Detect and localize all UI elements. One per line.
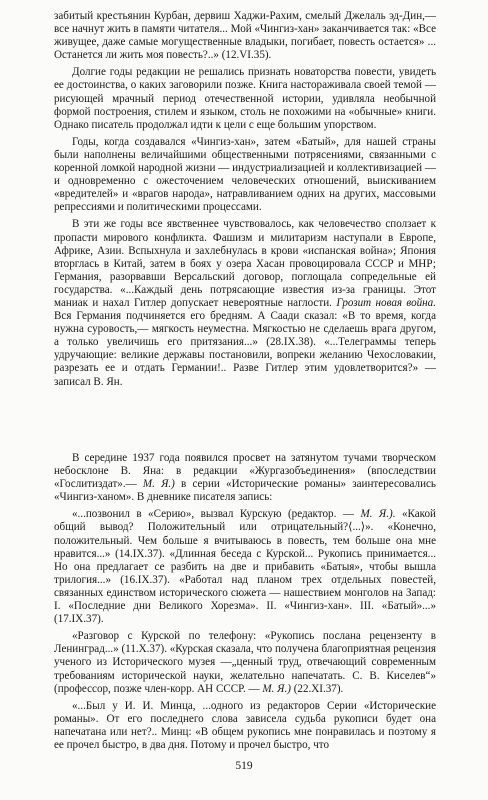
emphasis-text: Грозит новая война. [336,296,436,309]
paragraph-text: Вся Германия подчиняется его бредням. А Саади сказал: «В то время, когда нужна суровость,— мягкость неуместна. Мягкостью не сделаешь врага другом, а только увеличишь его притязания...» (28.IX.38). «...Телеграммы теперь удручающие: великие державы постановили, вопреки желанию Чехословакии, разрезать ее и отдать Германии!.. Разве Гитлер этим удовлетворится?» — записал В. Ян. [54,310,436,388]
paragraph-text: «Какой общий вывод? Положительный или отрицательный?⟨...⟩». «Конечно, положительный. Чем больше я вчитываюсь в повесть, тем больше она мне нравится...» (14.IX.37). «Длинная беседа с Курской... Рукопись принимается... Но она предлагает се разбить на две и прибавить «Батыя», чтобы вышла трилогия...» (16.IX.37). «Работал над планом трех отдельных повестей, связанных единством исторического сюжета — нашествием монголов на Запад: I. «Последние дни Великого Хорезма». II. «Чингиз-хан». III. «Батый»...» (17.IX.37). [54,508,436,626]
paragraph [54,630,436,695]
emphasis-text: М. Я.) [262,682,291,695]
paragraph-text: (22.XI.37). [290,682,344,695]
paragraph: «...Был у И. И. Минца, ...одного из редакторов Серии «Исторические романы». От его последнего слова зависела судьба рукописи будет она напечатана или нет?.. Минц: «В общем рукопись мне понравилась и поэтому я ее прочел быстро, в два дня. Потому и прочел быстро, что [54,699,436,751]
page-number: 519 [235,760,253,772]
text-section-upper [54,10,436,393]
paragraph: Долгие годы редакции не решались признать новаторства повести, увидеть ее достоинства, о каких заговорили позже. Книга настораживала своей темой — рисующей мрачный период отечественной истории, удивляла необычной формой построения, стилем и языком, столь не похожими на «обычные» книги. Однако писатель продолжал идти к цели с еще большим упорством. [54,66,436,131]
paragraph: Годы, когда создавался «Чингиз-хан», затем «Батый», для нашей страны были наполнены величайшими общественными потрясениями, связанными с коренной ломкой народной жизни — индустриализацией и коллективизацией — и одновременно с ожесточением человеческих отношений, выискиванием «вредителей» и «врагов народа», натравливанием одних на других, массовыми репрессиями и политическими процессами. [54,135,436,214]
paragraph [54,218,436,388]
text-section-lower [54,452,436,756]
paragraph-text: В эти же годы все явственнее чувствовалось, как человечество сползает к пропасти мирового конфликта. Фашизм и милитаризм наступали в Европе, Африке, Азии. Вспыхнула и захлебнулась в крови «испанская война»; Япония вторглась в Китай, затем в боях у озера Хасан провоцировала СССР и МНР; Германия, разорвавши Версальский договор, поглощала сопредельные ей государства. «...Каждый день потрясающие известия из-за границы. Этот маниак и нахал Гитлер допускает невероятные наглости. [54,218,436,309]
paragraph-text: «Разговор с Курской по телефону: «Рукопись послана рецензенту в Ленинград...» (11.X.37). «Курская сказала, что получена благоприятная рецензия ученого из Исторического музея —„ценный труд, отвечающий современным требованиям исторической науки, желательно напечатать. С. В. Киселев“» (профессор, позже член-корр. АН СССР. — [54,630,436,695]
emphasis-text: М. Я.). [360,508,396,521]
paragraph-text: в серии «Исторические романы» заинтересовались «Чингиз-ханом». В дневнике писателя запись: [54,478,436,504]
paragraph-text: В середине 1937 года появился просвет на затянутом тучами творческом небосклоне В. Яна: в редакции «Жургазобъединения» (впоследствии «Гослитиздат».— [54,452,436,491]
paragraph [54,452,436,504]
emphasis-text: М. Я.) [142,478,175,491]
paragraph-text: «...позвонил в «Серию», вызвал Курскую (редактор. — [72,508,354,521]
paragraph-continuation: забитый крестьянин Курбан, дервиш Хаджи-Рахим, смелый Джелаль эд-Дин,— все начнут жить в памяти читателя... Мой «Чингиз-хан» заканчивается так: «Все живущее, даже самые могущественные владыки, погибает, повесть остается» ... Останется ли жить моя повесть?..» (12.VI.35). [54,10,436,62]
paragraph [54,508,436,626]
